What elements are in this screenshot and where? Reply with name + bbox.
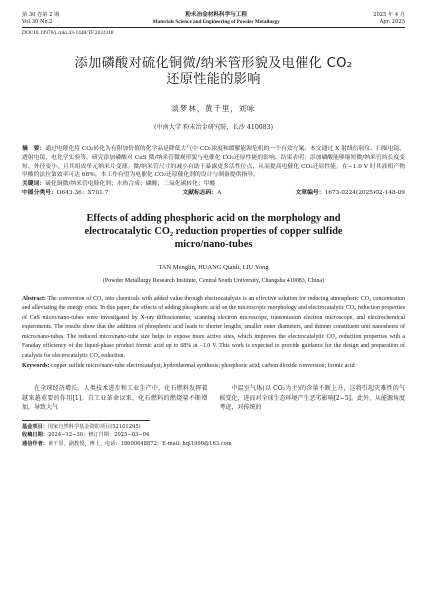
dates-text: 2024−12−30；修订日期：2025−03−04 — [47, 432, 150, 439]
abstract-en-label: Abstract: — [22, 295, 46, 302]
authors-en: TAN Menglin, HUANG Qianli, LIU Yong — [158, 263, 269, 271]
abstract-cn-text: 通过电催化将 CO₂转化为有附加价值的化学品是降低大气中 CO₂浓度和缓解能源危机的一个有效方案。本文通过 X 射线衍射仪、扫描电镜、透射电镜、电化学实验等，研究添加磷酸对 CuS 微/纳米管微观形貌与电催化 CO₂还原性能的影响。结果表明：添加磷酸能够缩短微/纳米管的长度变短、外径变小，且其组成单元纳米片变薄。微/纳米管尺寸的减小有助于暴露更多活性位点，从而提高电催化 CO₂还原性能，在−1.0 V 时其液相产物甲酸的法拉第效率可达 68%。本工作有望为电催化 CO₂还原催化剂的设计与制备提供指导。 — [22, 145, 405, 179]
articleno-value: 1673-0224(2025)02-148-09 — [324, 190, 405, 197]
doccode-label: 文献标志码： — [182, 190, 218, 197]
keywords-en — [22, 362, 405, 372]
title-en — [22, 213, 405, 251]
issue-date-cn: 2025 年 4 月 — [373, 12, 405, 18]
dates-label: 收稿日期： — [22, 432, 48, 439]
authors-cn: 谈梦林，黄千里，刘咏 — [171, 103, 256, 113]
body-column-left: 在全球经济增长、人类技术进步和工业生产中，化石燃料发挥着越来越重要的作用[1]。自工业革命以来，化石燃料的燃烧量不断增加，导致大气 — [22, 385, 208, 412]
classification-row — [22, 189, 405, 198]
corresponding-author-note — [22, 440, 405, 448]
fund-label: 基金项目： — [22, 424, 48, 431]
articleno-label: 文章编号： — [295, 190, 325, 197]
running-header — [22, 12, 405, 25]
abstract-cn — [22, 145, 405, 181]
volume-issue-cn: 第 30 卷第 2 期 — [22, 12, 60, 18]
journal-name-cn: 粉末冶金材料科学与工程 — [185, 12, 247, 18]
article-number — [296, 189, 405, 198]
keywords-cn — [22, 180, 405, 189]
clc-number — [22, 189, 108, 198]
abstract-cn-label: 摘 要： — [22, 145, 46, 152]
clc-value: O643.36；X701.7 — [56, 190, 109, 197]
fund-text: 国家自然科学基金资助项目(52101295) — [47, 424, 141, 431]
title-cn — [22, 56, 405, 89]
dates-note — [22, 431, 405, 439]
title-en-line-3: micro/nano-tubes — [174, 238, 253, 250]
body-column-right: 中温室气体(以 CO₂为主)的含量不断上升，这将引起灾难性的气候变化，进而对全球生态环境产生恶劣影响[2−5]。此外，从能源角度考虑，对传统的 — [219, 385, 405, 412]
keywords-cn-text: 硫化铜微/纳米管电催化剂；水热合成；磷酸；二氧化碳转化；甲酸 — [45, 181, 216, 188]
affiliation-cn: (中南大学 粉末冶金研究院，长沙 410083) — [153, 123, 273, 131]
volume-issue-en: Vol.30 No.2 — [22, 18, 53, 25]
fund-note — [22, 423, 405, 431]
body-text — [22, 384, 405, 413]
title-en-line-1: Effects of adding phosphoric acid on the morphology and — [86, 213, 341, 225]
header-rule — [22, 27, 405, 28]
affiliation-en: (Powder Metallurgy Research Institute, Central South University, Changsha 410083, China) — [102, 277, 325, 284]
corr-text: 黄千里，副教授，博士。电话：18600648872；E-mail: hql1990@163.com — [47, 440, 232, 447]
title-en-line-2: electrocatalytic CO₂ reduction properties of copper sulfide — [84, 225, 343, 237]
title-cn-line-1: 添加磷酸对硫化铜微/纳米管形貌及电催化 CO₂ — [74, 55, 353, 71]
journal-name-en: Materials Science and Engineering of Powder Metallurgy — [152, 18, 280, 25]
corr-label: 通信作者： — [22, 440, 48, 447]
abstract-en — [22, 295, 405, 362]
doi-link[interactable]: DOI:10.19976/j.cnki.43-1448/TF.2024118 — [22, 29, 114, 36]
keywords-en-text: copper sulfide micro/nano-tube electrocatalyst; hydrothermal synthesis; phosphoric acid; carbon dioxide conversion; formic acid — [50, 362, 355, 369]
title-cn-line-2: 还原性能的影响 — [166, 72, 261, 88]
keywords-en-label: Keywords: — [22, 362, 50, 369]
footnote-rule — [22, 420, 150, 421]
issue-date-en: Apr. 2025 — [379, 18, 405, 25]
doccode-value: A — [217, 190, 222, 197]
abstract-en-text: The conversion of CO₂ into chemicals with added value through electrocatalysis is an effective solution for reducing atmospheric CO₂ concentration and alleviating the energy crisis. In this paper, the effects of adding phosphoric acid on the microscopic morphology and electrocatalytic CO₂ reduction properties of CuS micro/nano-tubes were investigated by X-ray diffractometer, scanning electron microscope, transmission electron microscope, and electrochemical experiments. The results show that the addition of phosphoric acid leads to shorter lengths, smaller outer diameters, and thinner constituent unit nanosheets of micro/nano-tubes. The reduced micro/nano-tube size helps to expose more active sites, which improves the electrocatalytic CO₂ reduction properties with a Faraday efficiency of the liquid-phase product formic acid up to 68% at −1.0 V. This work is expected to provide guidance for the design and preparation of catalysts for electrocatalytic CO₂ reduction. — [22, 295, 406, 360]
clc-label: 中图分类号： — [22, 190, 57, 197]
document-code — [182, 189, 221, 198]
footnote — [22, 423, 405, 448]
keywords-cn-label: 关键词： — [22, 181, 46, 188]
